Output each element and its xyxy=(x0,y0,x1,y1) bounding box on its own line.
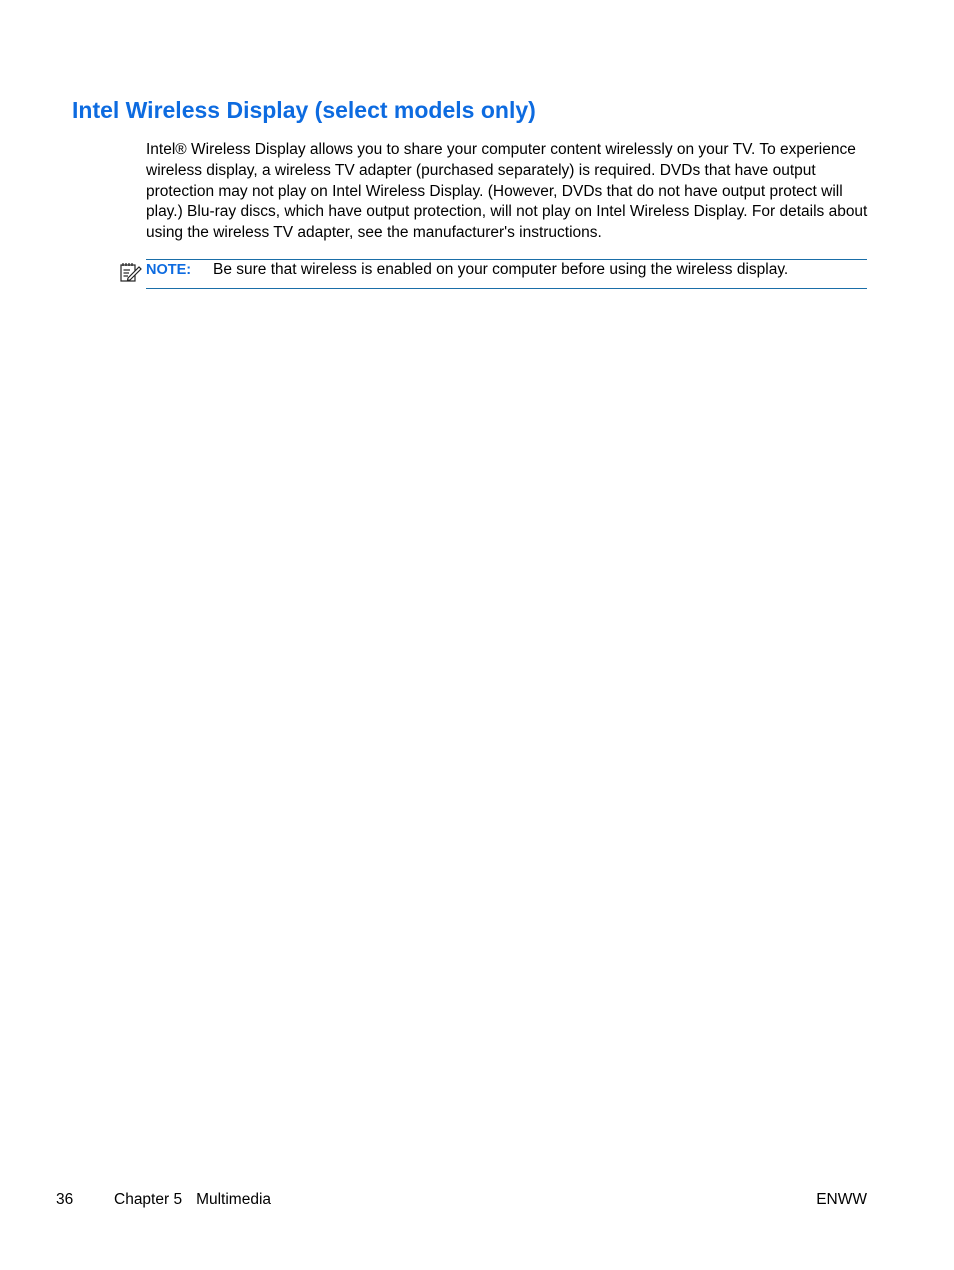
doc-code: ENWW xyxy=(816,1191,867,1208)
section-title: Intel Wireless Display (select models only) xyxy=(72,97,536,123)
chapter-label: Chapter 5 xyxy=(114,1191,183,1208)
chapter-title: Multimedia xyxy=(196,1191,272,1208)
body-paragraph: Intel® Wireless Display allows you to share your computer content wirelessly on your TV. To experience wireless display, a wireless TV adapter (purchased separately) is required. DVDs that have output protection may not play on Intel Wireless Display. (However, DVDs that do not have output protect will play.) Blu-ray discs, which have output protection, will not play on Intel Wireless Display. For details about using the wireless TV adapter, see the manufacturer's instructions. xyxy=(146,141,868,242)
note-box xyxy=(146,259,867,289)
note-pad-icon xyxy=(118,260,142,284)
note-label: NOTE: xyxy=(146,262,192,278)
note-text: Be sure that wireless is enabled on your computer before using the wireless display. xyxy=(213,261,789,278)
footer-chapter xyxy=(114,1189,271,1211)
page-number: 36 xyxy=(56,1191,74,1208)
